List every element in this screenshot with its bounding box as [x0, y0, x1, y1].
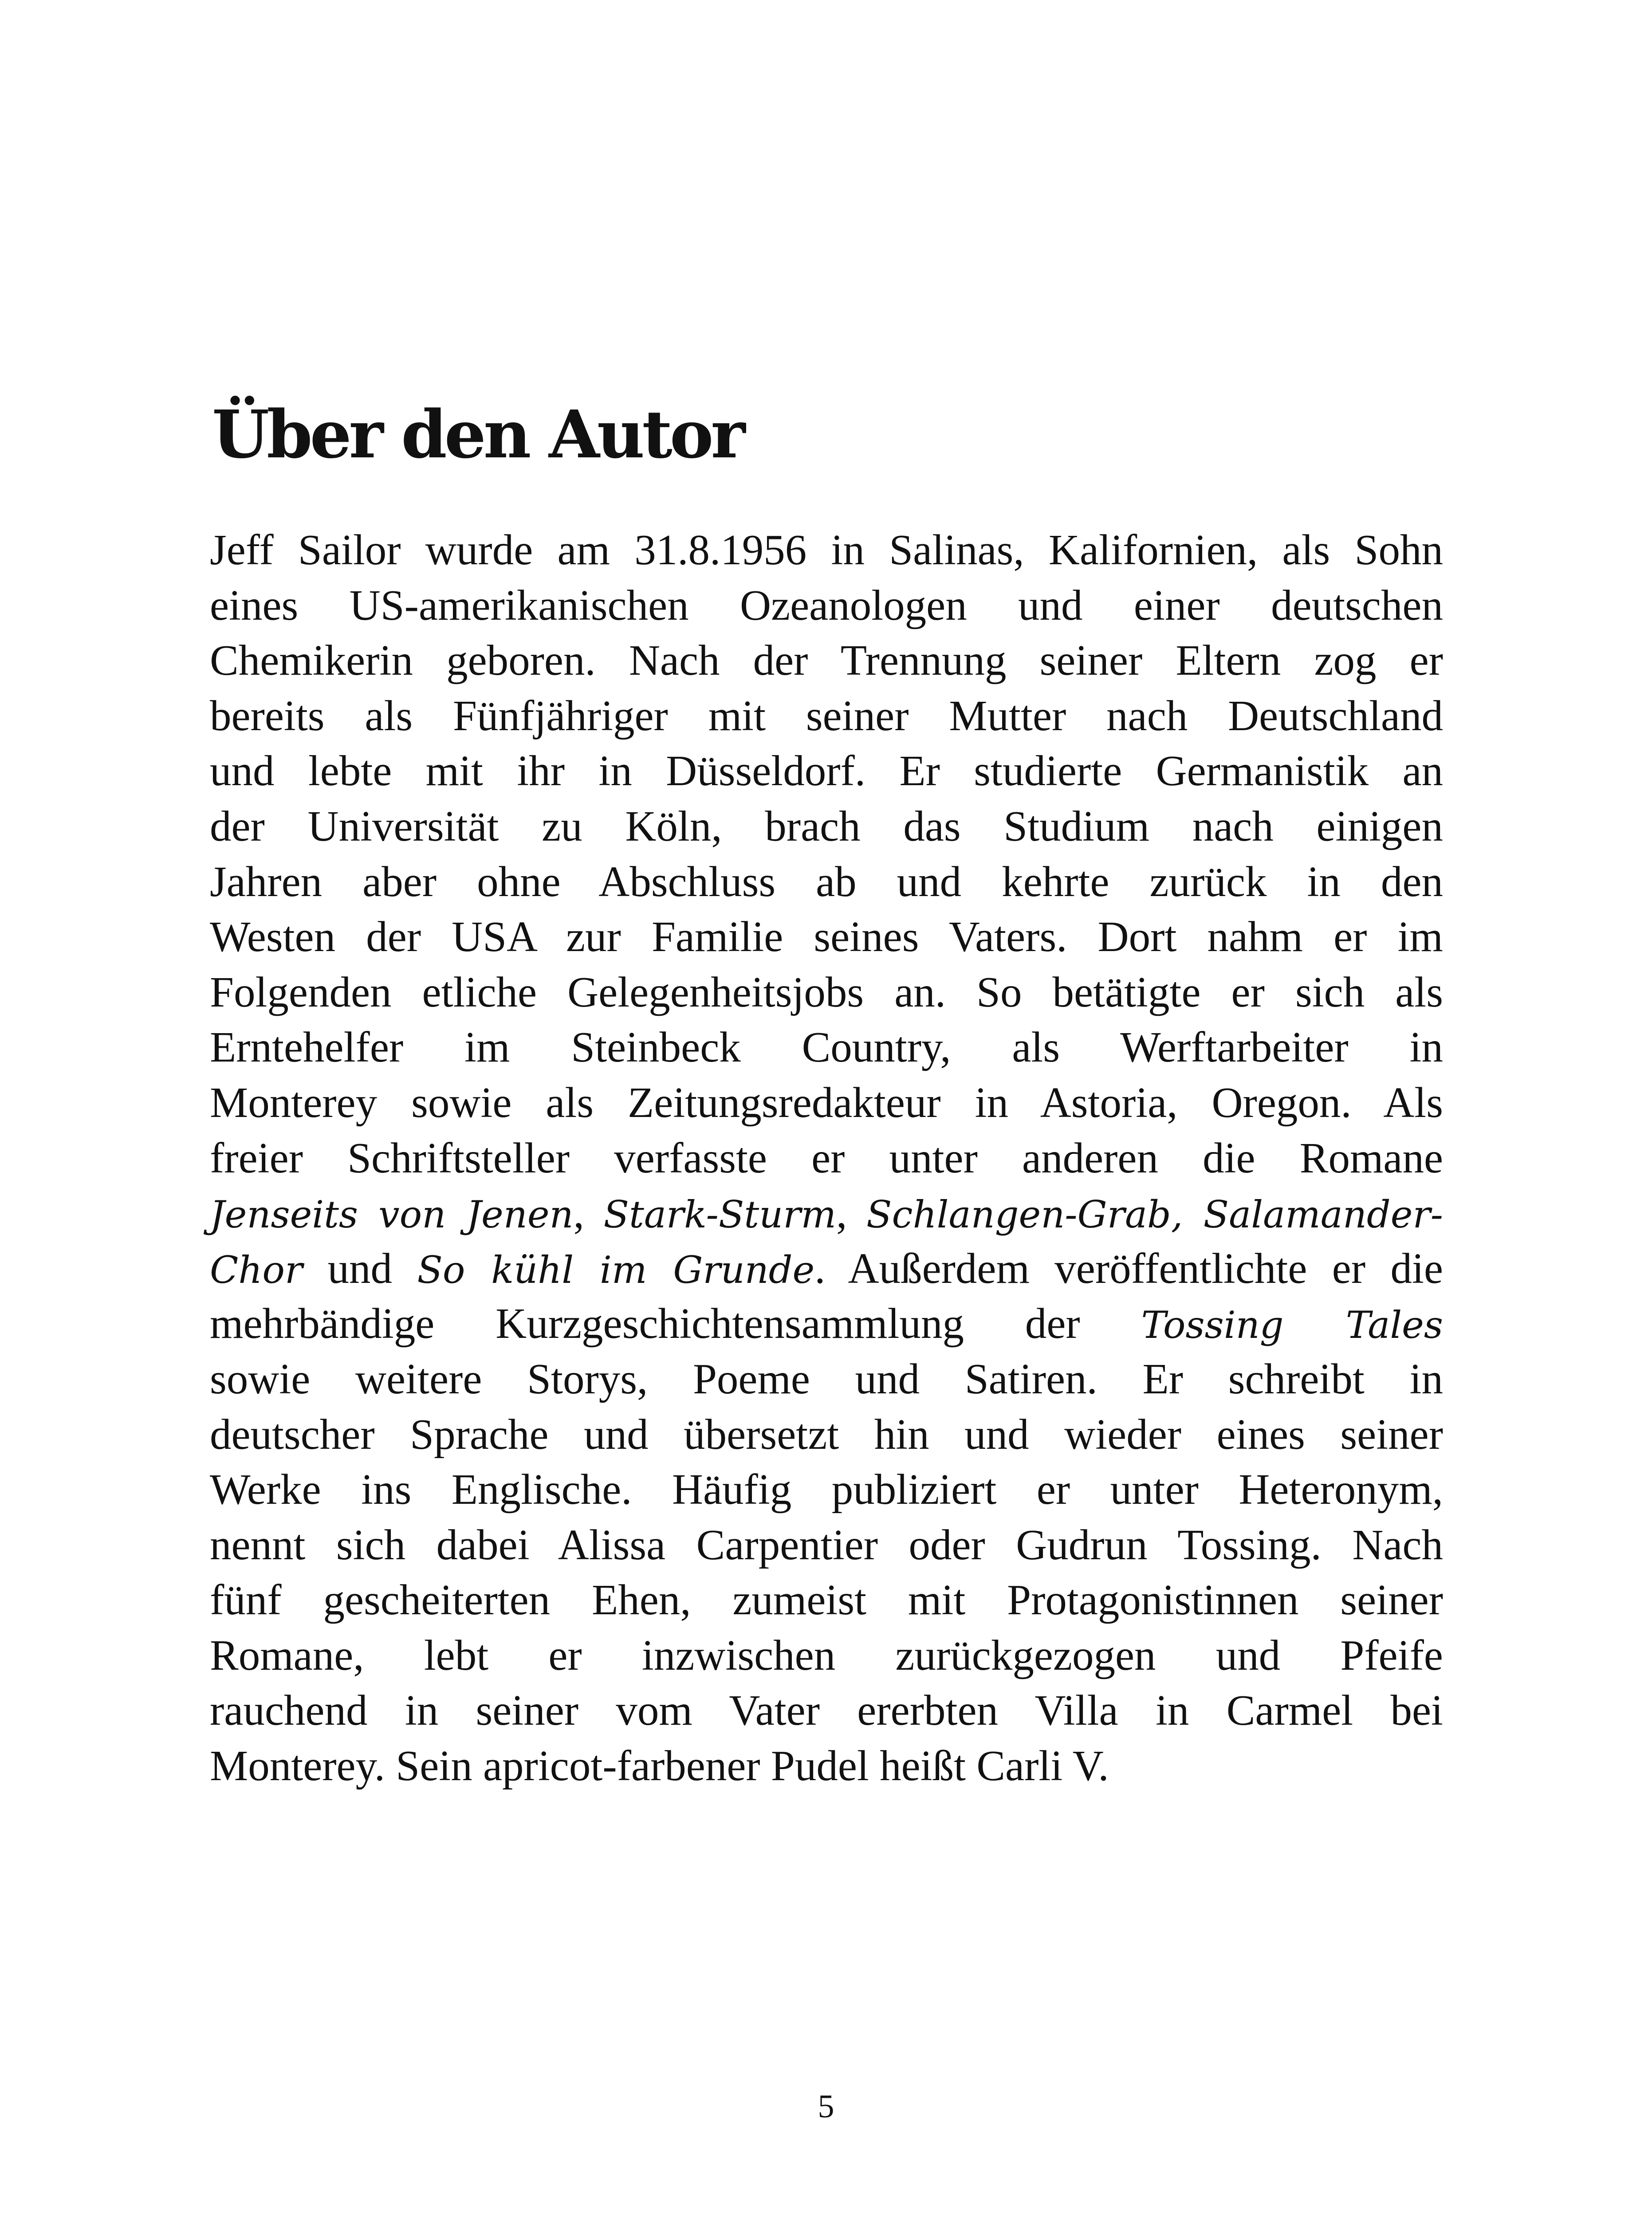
- text-segment: Westen der USA zur Familie seines Vaters. Dort nahm er im: [210, 913, 1443, 961]
- text-segment: Jahren aber ohne Abschluss ab und kehrte zurück in den: [210, 857, 1443, 905]
- text-segment: Chemikerin geboren. Nach der Trennung seiner Eltern zog er: [210, 637, 1443, 684]
- book-title-text: Jenseits von Jenen: [210, 1193, 574, 1237]
- paragraph-line: [210, 1241, 1443, 1297]
- book-title-text: Stark-Sturm: [603, 1193, 837, 1237]
- paragraph-line: [210, 1738, 1443, 1794]
- text-segment: Monterey. Sein apricot-farbener Pudel heißt Carli V.: [210, 1742, 1109, 1790]
- book-title-text: Tossing Tales: [1141, 1303, 1443, 1347]
- book-title-text: So kühl im Grunde: [417, 1248, 815, 1292]
- paragraph-line: [210, 1131, 1443, 1186]
- page-title: Über den Autor: [212, 396, 743, 473]
- book-title-text: Chor: [210, 1248, 303, 1292]
- text-segment: eines US-amerikanischen Ozeanologen und einer deutschen: [210, 581, 1443, 629]
- text-segment: und lebte mit ihr in Düsseldorf. Er studierte Germanistik an: [210, 747, 1443, 795]
- paragraph-line: [210, 1296, 1443, 1352]
- paragraph-line: [210, 633, 1443, 688]
- paragraph-line: [210, 1683, 1443, 1738]
- book-title-text: Schlangen-Grab, Salamander-: [866, 1193, 1444, 1237]
- text-segment: Erntehelfer im Steinbeck Country, als Werftarbeiter in: [210, 1023, 1443, 1071]
- paragraph-line: [210, 909, 1443, 965]
- text-segment: Romane, lebt er inzwischen zurückgezogen und Pfeife: [210, 1631, 1443, 1679]
- text-segment: bereits als Fünfjähriger mit seiner Mutter nach Deutschland: [210, 692, 1443, 739]
- paragraph-line: [210, 688, 1443, 744]
- paragraph-line: [210, 743, 1443, 799]
- text-segment: sowie weitere Storys, Poeme und Satiren. Er schreibt in: [210, 1355, 1443, 1403]
- text-segment: Monterey sowie als Zeitungsredakteur in Astoria, Oregon. Als: [210, 1078, 1443, 1126]
- text-segment: ,: [573, 1189, 604, 1237]
- paragraph-line: [210, 1407, 1443, 1463]
- text-segment: der Universität zu Köln, brach das Studium nach einigen: [210, 802, 1443, 850]
- paragraph-line: [210, 965, 1443, 1020]
- text-segment: rauchend in seiner vom Vater ererbten Villa in Carmel bei: [210, 1687, 1443, 1734]
- text-segment: ,: [836, 1189, 866, 1237]
- text-segment: deutscher Sprache und übersetzt hin und wieder eines seiner: [210, 1410, 1443, 1458]
- text-segment: mehrbändige Kurzgeschichtensammlung der: [210, 1300, 1141, 1348]
- text-segment: Folgenden etliche Gelegenheitsjobs an. So betätigte er sich als: [210, 968, 1443, 1016]
- paragraph-line: [210, 1518, 1443, 1573]
- text-segment: freier Schriftsteller verfasste er unter anderen die Romane: [210, 1134, 1443, 1182]
- text-segment: nennt sich dabei Alissa Carpentier oder Gudrun Tossing. Nach: [210, 1521, 1443, 1569]
- text-segment: Jeff Sailor wurde am 31.8.1956 in Salinas, Kalifornien, als Sohn: [210, 526, 1443, 574]
- paragraph-line: [210, 1020, 1443, 1075]
- paragraph-line: [210, 854, 1443, 910]
- text-segment: fünf gescheiterten Ehen, zumeist mit Protagonistinnen seiner: [210, 1576, 1443, 1624]
- author-biography: [210, 523, 1443, 1794]
- paragraph-line: [210, 1352, 1443, 1407]
- text-segment: . Außerdem veröffentlichte er die: [814, 1244, 1443, 1292]
- page-number: 5: [818, 2088, 834, 2125]
- paragraph-line: [210, 1573, 1443, 1628]
- paragraph-line: [210, 1462, 1443, 1518]
- text-segment: Werke ins Englische. Häufig publiziert er unter Heteronym,: [210, 1466, 1443, 1514]
- paragraph-line: [210, 523, 1443, 578]
- text-segment: und: [303, 1244, 417, 1292]
- paragraph-line: [210, 1628, 1443, 1683]
- paragraph-line: [210, 1186, 1443, 1241]
- paragraph-line: [210, 799, 1443, 854]
- paragraph-line: [210, 1075, 1443, 1131]
- paragraph-line: [210, 578, 1443, 633]
